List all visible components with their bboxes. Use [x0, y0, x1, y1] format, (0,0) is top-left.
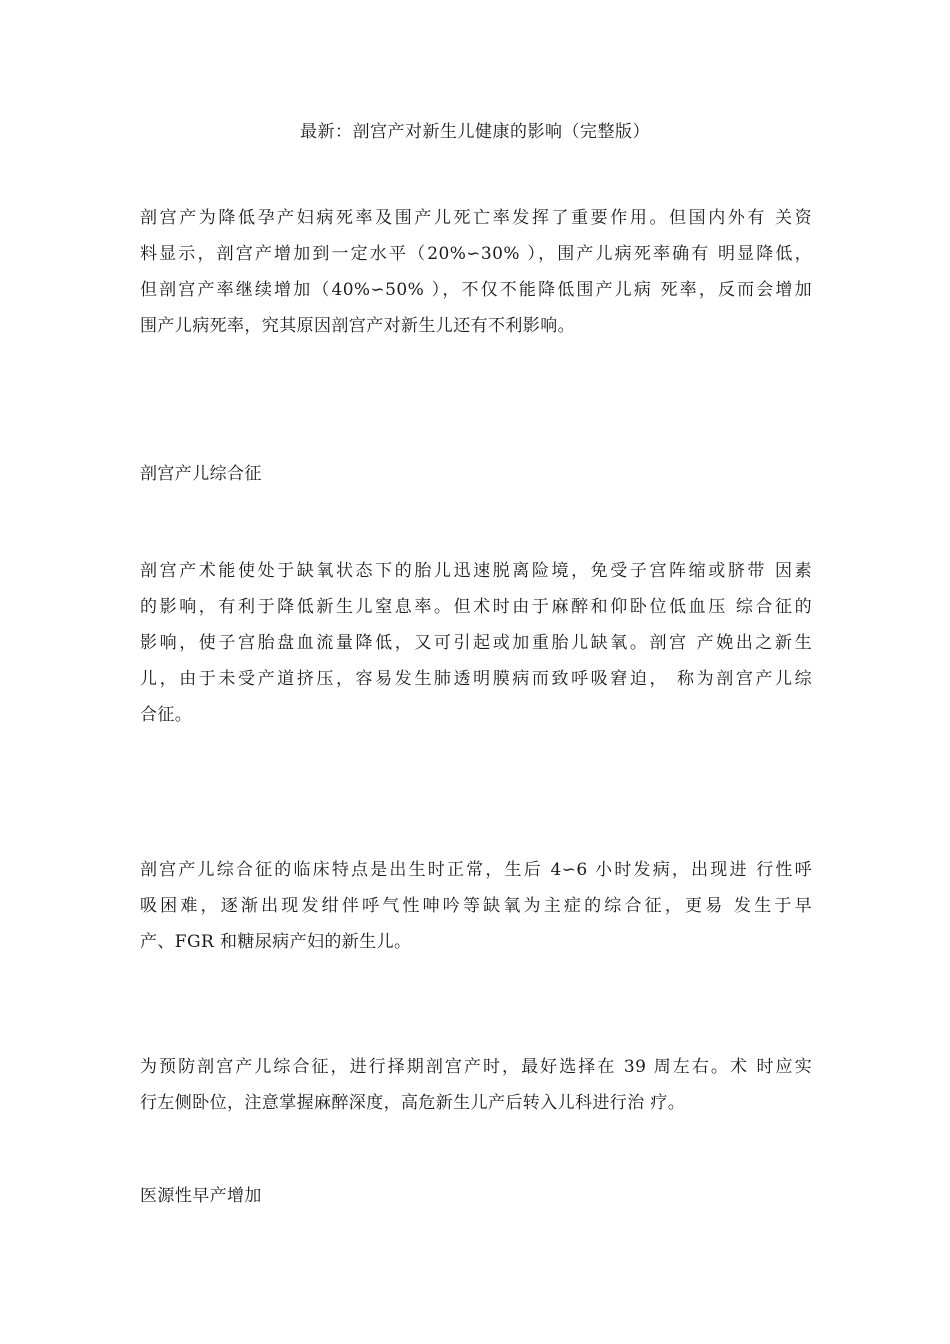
paragraph-line: 剖宫产为降低孕产妇病死率及围产儿死亡率发挥了重要作用。但国内外有 关资 [140, 208, 812, 228]
paragraph-syndrome-cause [140, 553, 812, 733]
paragraph-line: 围产儿病死率，究其原因剖宫产对新生儿还有不利影响。 [140, 316, 575, 336]
paragraph-line: 的影响，有利于降低新生儿窒息率。但术时由于麻醉和仰卧位低血压 综合征的 [140, 597, 812, 617]
paragraph-line: 行左侧卧位，注意掌握麻醉深度，高危新生儿产后转入儿科进行治 疗。 [140, 1093, 686, 1113]
document-title: 最新：剖宫产对新生儿健康的影响（完整版） [300, 122, 650, 142]
paragraph-intro [140, 200, 812, 344]
paragraph-line: 剖宫产术能使处于缺氧状态下的胎儿迅速脱离险境，免受子宫阵缩或脐带 因素 [140, 561, 812, 581]
paragraph-line: 剖宫产儿综合征的临床特点是出生时正常，生后 4∽6 小时发病，出现进 行性呼 [140, 860, 812, 880]
paragraph-clinical-features [140, 852, 812, 960]
paragraph-line: 吸困难，逐渐出现发绀伴呼气性呻吟等缺氧为主症的综合征，更易 发生于早 [140, 896, 812, 916]
paragraph-line: 影响，使子宫胎盘血流量降低，又可引起或加重胎儿缺氧。剖宫 产娩出之新生 [140, 633, 812, 653]
section-heading-cesarean-syndrome: 剖宫产儿综合征 [140, 464, 262, 484]
paragraph-prevention [140, 1049, 812, 1121]
paragraph-line: 产、FGR 和糖尿病产妇的新生儿。 [140, 932, 412, 952]
paragraph-line: 但剖宫产率继续增加（40%∽50% ），不仅不能降低围产儿病 死率，反而会增加 [140, 280, 812, 300]
section-heading-iatrogenic-preterm: 医源性早产增加 [140, 1186, 262, 1206]
paragraph-line: 合征。 [140, 705, 193, 725]
paragraph-line: 为预防剖宫产儿综合征，进行择期剖宫产时，最好选择在 39 周左右。术 时应实 [140, 1057, 812, 1077]
paragraph-line: 儿，由于未受产道挤压，容易发生肺透明膜病而致呼吸窘迫， 称为剖宫产儿综 [140, 669, 812, 689]
paragraph-line: 料显示，剖宫产增加到一定水平（20%∽30% ），围产儿病死率确有 明显降低， [140, 244, 812, 264]
